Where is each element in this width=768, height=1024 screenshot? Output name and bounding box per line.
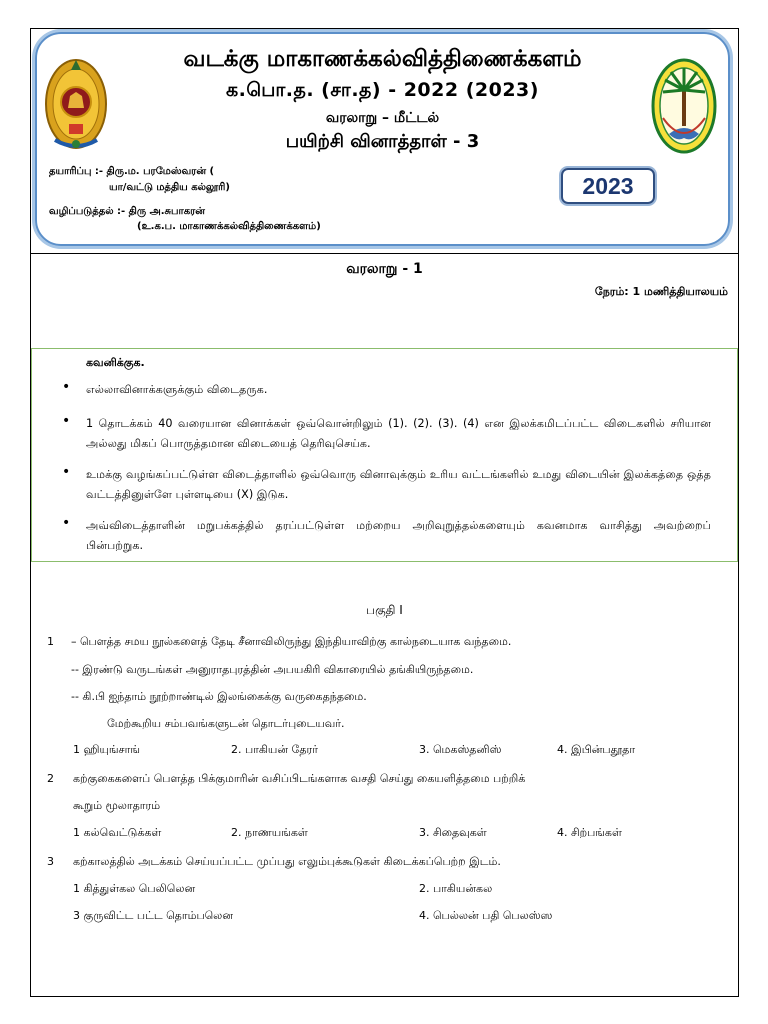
time-allowed: நேரம்: 1 மணித்தியாலயம் (594, 285, 728, 298)
bullet-icon: • (62, 464, 71, 480)
question-line: மேற்கூறிய சம்பவங்களுடன் தொடர்புடையவர். (107, 717, 345, 730)
question-number: 3 (47, 855, 54, 868)
guided-by-line-1: வழிப்படுத்தல் :- திரு அ.சுபாகரன் (49, 206, 205, 217)
answer-option: 1 கல்வெட்டுக்கள் (73, 826, 162, 839)
question-line: கற்குகைகளைப் பௌத்த பிக்குமாரின் வசிப்பிடங்களாக வசதி செய்து கையளித்தமை பற்றிக் (73, 772, 526, 785)
section-title: பகுதி I (366, 603, 403, 617)
paper-title: வரலாறு - 1 (346, 261, 423, 277)
paper-number-title: பயிற்சி வினாத்தாள் - 3 (285, 131, 480, 152)
answer-option: 2. நாணயங்கள் (231, 826, 308, 839)
instructions-box (31, 348, 738, 562)
answer-option: 2. பாகியன்கல (419, 882, 493, 895)
subject-title: வரலாறு – மீட்டல் (325, 110, 440, 126)
prepared-by-line-1: தயாரிப்பு :- திரு.ம. பரமேஸ்வரன் ( (49, 166, 215, 177)
question-number: 2 (47, 772, 54, 785)
header-banner (35, 32, 730, 246)
bullet-icon: • (62, 515, 71, 531)
answer-option: 4. சிற்பங்கள் (557, 826, 622, 839)
answer-option: 1 ஹியுங்சாங் (73, 743, 140, 756)
exam-page (30, 28, 739, 997)
answer-option: 4. இபின்பதூதா (557, 743, 636, 756)
answer-option: 3. சிதைவுகள் (419, 826, 487, 839)
prepared-by-line-2: யா/வட்டு மத்திய கல்லூரி) (109, 182, 230, 193)
instruction-item: அவ்விடைத்தாளின் மறுபக்கத்தில் தரப்பட்டுள்ள மற்றைய அறிவுறுத்தல்களையும் கவனமாக வாசித்து அவற்றைப் பின்பற்றுக. (86, 519, 711, 552)
question-line: -- இரண்டு வருடங்கள் அனுராதபுரத்தின் அபயகிரி விகாரையில் தங்கியிருந்தமை. (71, 663, 474, 676)
question-line: -- கி.பி ஐந்தாம் நூற்றாண்டில் இலங்கைக்கு வருகைதந்தமை. (71, 690, 367, 703)
answer-option: 3. மெகஸ்தனிஸ் (419, 743, 502, 756)
instruction-item: எல்லாவினாக்களுக்கும் விடைதருக. (86, 383, 268, 396)
question-number: 1 (47, 635, 54, 648)
bullet-icon: • (62, 379, 71, 395)
answer-option: 2. பாகியன் தேரர் (231, 743, 318, 756)
answer-option: 4. பெல்லன் பதி பெலஸ்ஸ (419, 909, 553, 922)
instruction-item: உமக்கு வழங்கப்பட்டுள்ள விடைத்தாளில் ஒவ்வொரு வினாவுக்கும் உரிய வட்டங்களில் உமது விடையின் இலக்கத்தை ஒத்த வட்டத்தினுள்ளே புள்ளடியை (X) இடுக. (86, 468, 711, 501)
answer-option: 3 குருவிட்ட பட்ட தொம்பலென (73, 909, 233, 922)
answer-option: 1 கித்துள்கல பெலிலென (73, 882, 196, 895)
question-line: கூறும் மூலாதாரம் (73, 799, 161, 812)
guided-by-line-2: (உ.க.ப. மாகாணக்கல்வித்திணைக்களம்) (137, 221, 321, 232)
instructions-heading: கவனிக்குக. (86, 356, 145, 369)
year-badge: 2023 (561, 168, 655, 204)
department-title: வடக்கு மாகாணக்கல்வித்திணைக்களம் (183, 46, 582, 72)
bullet-icon: • (62, 413, 71, 429)
question-line: கற்காலத்தில் அடக்கம் செய்யப்பட்ட முப்பது எலும்புக்கூடுகள் கிடைக்கப்பெற்ற இடம். (73, 855, 501, 868)
question-line: – பௌத்த சமய நூல்களைத் தேடி சீனாவிலிருந்து இந்தியாவிற்கு கால்நடையாக வந்தமை. (71, 635, 512, 648)
exam-title: க.பொ.த. (சா.த) - 2022 (2023) (226, 79, 539, 101)
instruction-item: 1 தொடக்கம் 40 வரையான வினாக்கள் ஒவ்வொன்றிலும் (1). (2). (3). (4) என இலக்கமிடப்பட்ட விடைகளில் சரியான அல்லது மிகப் பொருத்தமான விடையைத் தெரிவுசெய்க. (86, 417, 711, 450)
header-divider (31, 253, 738, 254)
